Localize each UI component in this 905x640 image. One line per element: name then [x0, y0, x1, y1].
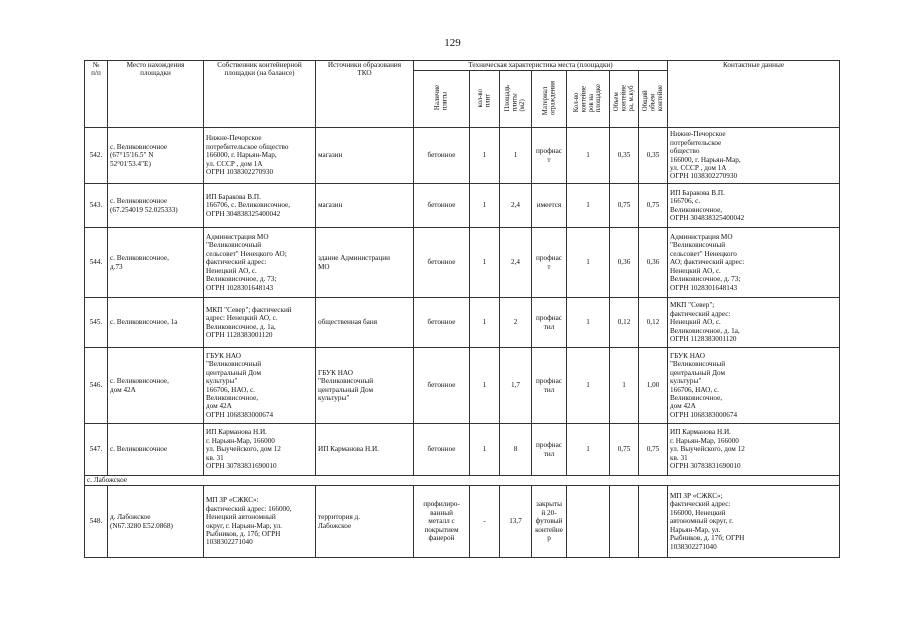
row-qty: 1 — [470, 184, 500, 228]
row-owner: ГБУК НАО "Великовисочный центральный Дом культуры" 166706, НАО, с. Великовисочное, дом 42А ОГРН 1068383000674 — [204, 348, 316, 424]
row-area: 2,4 — [500, 228, 532, 298]
row-total: 0,36 — [639, 228, 668, 298]
row-total — [639, 486, 668, 558]
row-owner: ИП Карманова Н.И. г. Нарьян-Мар, 166000 ул. Выучейского, дом 12 кв. 31 ОГРН 30783831690010 — [204, 424, 316, 476]
row-qty: 1 — [470, 128, 500, 184]
header-volume: Объем контейне ра, м.куб — [612, 84, 635, 111]
table-row — [85, 184, 840, 228]
row-fence: профнас т — [532, 228, 567, 298]
row-plate: бетонное — [414, 348, 470, 424]
row-sources: ГБУК НАО "Великовисочный центральный Дом культуры" — [316, 348, 414, 424]
row-total: 0,12 — [639, 298, 668, 348]
row-contacts: ГБУК НАО "Великовисочный центральный Дом культуры" 166706, НАО, с. Великовисочное, дом 42А ОГРН 1068383000674 — [668, 348, 840, 424]
row-volume: 0,35 — [610, 128, 639, 184]
row-location: д. Лабожское (N67.3280 E52.0868) — [108, 486, 204, 558]
row-owner: Администрация МО "Великовисочный сельсовет" Ненецкого АО; фактический адрес: Ненецкий АО, с. Великовисочное, д. 73; ОГРН 1028301648143 — [204, 228, 316, 298]
row-containers: 1 — [567, 348, 610, 424]
row-num: 542. — [85, 128, 108, 184]
header-location: Место нахождения площадки — [108, 61, 204, 128]
header-total: Общий объем контейне — [641, 84, 664, 111]
row-num: 548. — [85, 486, 108, 558]
table-row — [85, 128, 840, 184]
table-row — [85, 228, 840, 298]
table-row — [85, 424, 840, 476]
row-num: 546. — [85, 348, 108, 424]
table-row — [85, 298, 840, 348]
row-qty: 1 — [470, 298, 500, 348]
header-row-top — [85, 61, 840, 71]
row-volume: 0,36 — [610, 228, 639, 298]
row-owner: МКП "Север"; фактический адрес: Ненецкий АО, с. Великовисочное, д. 1а, ОГРН 1128383001120 — [204, 298, 316, 348]
row-fence: профнас тил — [532, 298, 567, 348]
header-contacts: Контактные данные — [668, 61, 840, 128]
row-fence: профнас тил — [532, 424, 567, 476]
header-fence: Материал ограждения — [541, 80, 556, 115]
header-num: № п/п — [85, 61, 108, 128]
row-qty: 1 — [470, 228, 500, 298]
row-owner: МП ЗР «СЖКС»: фактический адрес: 166000, Ненецкий автономный округ, г. Нарьян-Мар, ул. Рыбников, д. 17б; ОГРН 1038302271040 — [204, 486, 316, 558]
row-num: 547. — [85, 424, 108, 476]
row-volume: 0,75 — [610, 424, 639, 476]
row-contacts: Нижне-Печорское потребительское общество 166000, г. Нарьян-Мар, ул. СССР , дом 1А ОГРН 1038302270930 — [668, 128, 840, 184]
row-area: 13,7 — [500, 486, 532, 558]
row-sources: территория д. Лабожское — [316, 486, 414, 558]
row-total: 1,00 — [639, 348, 668, 424]
row-total: 0,75 — [639, 424, 668, 476]
row-volume: 0,75 — [610, 184, 639, 228]
row-containers: 1 — [567, 298, 610, 348]
row-area: 2,4 — [500, 184, 532, 228]
header-tech: Техническая характеристика места (площадки) — [414, 61, 668, 71]
table-row — [85, 348, 840, 424]
header-qty: кол-во плит — [477, 88, 492, 108]
row-sources: магазин — [316, 128, 414, 184]
row-plate: бетонное — [414, 228, 470, 298]
row-sources: магазин — [316, 184, 414, 228]
row-plate: профилиро- ванный металл с покрытием фанерой — [414, 486, 470, 558]
page-number: 129 — [444, 37, 461, 49]
row-contacts: МП ЗР «СЖКС»; фактический адрес: 166000, Ненецкий автономный округ, г. Нарьян-Мар, ул. Рыбников, д. 17б; ОГРН 1038302271040 — [668, 486, 840, 558]
header-area: Площадь плиты (м2) — [504, 84, 527, 112]
row-area: 1 — [500, 128, 532, 184]
row-contacts: МКП "Север"; фактический адрес: Ненецкий АО, с. Великовисочное, д. 1а, ОГРН 1128383001120 — [668, 298, 840, 348]
row-sources: общественная баня — [316, 298, 414, 348]
row-location: с. Великовисочное, д.73 — [108, 228, 204, 298]
row-qty: 1 — [470, 348, 500, 424]
row-plate: бетонное — [414, 184, 470, 228]
row-owner: ИП Баракова В.П. 166706, с. Великовисочное, ОГРН 304838325400042 — [204, 184, 316, 228]
row-qty: 1 — [470, 424, 500, 476]
row-location: с. Великовисочное, 1а — [108, 298, 204, 348]
row-fence: профнас тил — [532, 348, 567, 424]
waste-sites-table — [84, 60, 840, 558]
row-location: с. Великовисочное (67.254019 52.025333) — [108, 184, 204, 228]
row-volume: 0,12 — [610, 298, 639, 348]
table-row — [85, 486, 840, 558]
group-label: с. Лабожское — [85, 476, 840, 486]
header-owner: Собственник контейнерной площадки (на балансе) — [204, 61, 316, 128]
header-sources: Источники образования ТКО — [316, 61, 414, 128]
row-total: 0,75 — [639, 184, 668, 228]
row-contacts: Администрация МО "Великовисочный сельсовет" Ненецкого АО; фактический адрес: Ненецкий АО, с. Великовисочное, д. 73; ОГРН 1028301648143 — [668, 228, 840, 298]
row-volume — [610, 486, 639, 558]
row-location: с. Великовисочное, дом 42А — [108, 348, 204, 424]
row-containers: 1 — [567, 128, 610, 184]
row-owner: Нижне-Печорское потребительское общество 166000, г. Нарьян-Мар, ул. СССР , дом 1А ОГРН 1038302270930 — [204, 128, 316, 184]
row-qty: - — [470, 486, 500, 558]
row-containers: 1 — [567, 228, 610, 298]
row-contacts: ИП Баракова В.П. 166706, с. Великовисочное, ОГРН 304838325400042 — [668, 184, 840, 228]
row-fence: имеется — [532, 184, 567, 228]
group-row — [85, 476, 840, 486]
row-sources: ИП Карманова Н.И. — [316, 424, 414, 476]
row-containers — [567, 486, 610, 558]
row-fence: профнас т — [532, 128, 567, 184]
row-plate: бетонное — [414, 424, 470, 476]
header-plate: Наличие плиты — [434, 85, 449, 111]
row-containers: 1 — [567, 424, 610, 476]
row-fence: закрыты й 20- футовый контейне р — [532, 486, 567, 558]
row-num: 545. — [85, 298, 108, 348]
row-plate: бетонное — [414, 298, 470, 348]
row-area: 2 — [500, 298, 532, 348]
row-plate: бетонное — [414, 128, 470, 184]
row-location: с. Великовисочное (67°15'16.5" N 52°01'53.4"E) — [108, 128, 204, 184]
row-location: с. Великовисочное — [108, 424, 204, 476]
row-num: 543. — [85, 184, 108, 228]
row-num: 544. — [85, 228, 108, 298]
row-contacts: ИП Карманова Н.И. г. Нарьян-Мар, 166000 ул. Выучейского, дом 12 кв. 31 ОГРН 30783831690010 — [668, 424, 840, 476]
header-containers: Кол-во контейне ров на площадке — [573, 83, 603, 112]
row-containers: 1 — [567, 184, 610, 228]
row-sources: здание Администрации МО — [316, 228, 414, 298]
row-area: 8 — [500, 424, 532, 476]
row-total: 0,35 — [639, 128, 668, 184]
row-area: 1,7 — [500, 348, 532, 424]
row-volume: 1 — [610, 348, 639, 424]
